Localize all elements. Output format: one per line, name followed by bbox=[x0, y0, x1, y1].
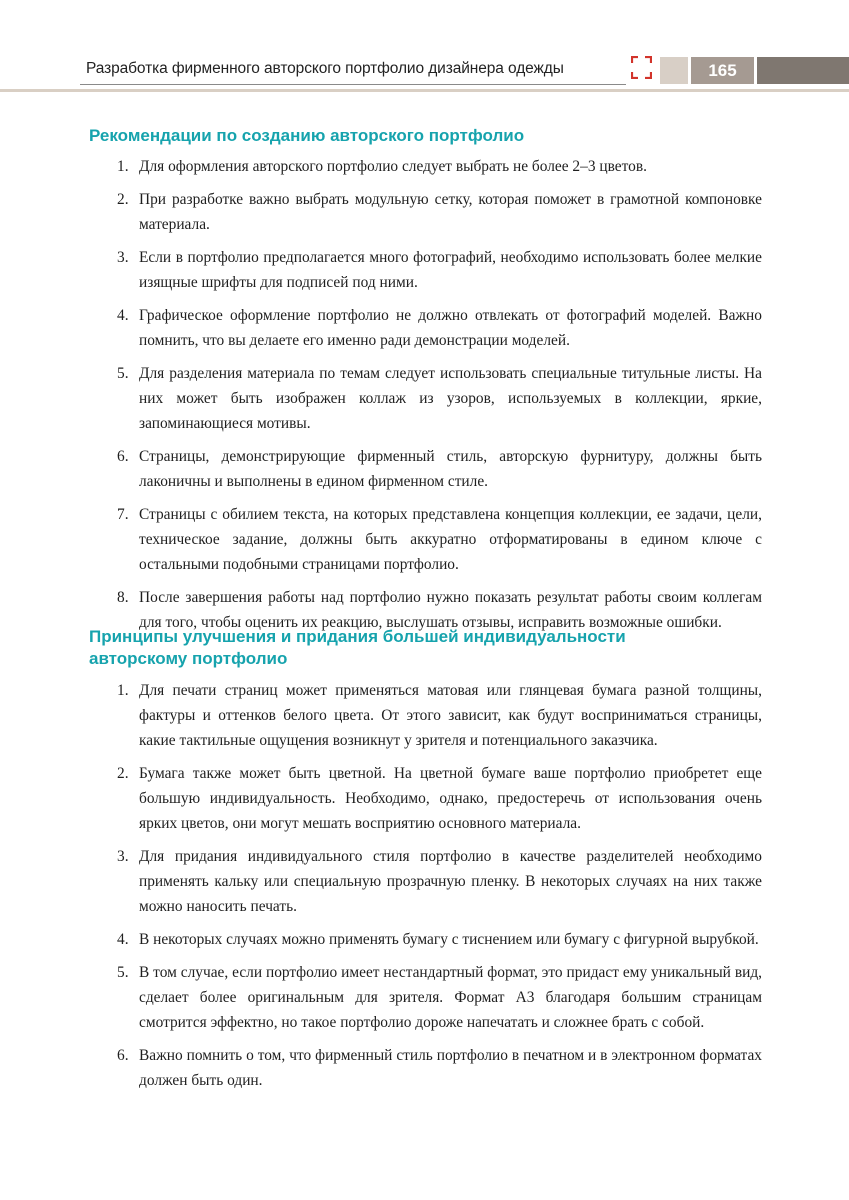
header-bar-dark bbox=[757, 57, 849, 84]
item-number: 5. bbox=[117, 365, 129, 382]
list-item bbox=[117, 678, 762, 753]
corner-marks-icon bbox=[631, 56, 652, 79]
item-number: 1. bbox=[117, 158, 129, 175]
item-number: 3. bbox=[117, 848, 129, 865]
item-number: 6. bbox=[117, 448, 129, 465]
page-header bbox=[0, 0, 849, 100]
item-number: 3. bbox=[117, 249, 129, 266]
header-rule bbox=[80, 84, 626, 85]
section-heading-principles bbox=[89, 626, 626, 670]
item-number: 1. bbox=[117, 682, 129, 699]
item-number: 5. bbox=[117, 964, 129, 981]
item-text: Важно помнить о том, что фирменный стиль портфолио в печатном и в электронном форматах должен быть один. bbox=[139, 1047, 762, 1089]
item-text: В том случае, если портфолио имеет нестандартный формат, это придаст ему уникальный вид, сделает более оригинальным для зрителя. Формат А3 благодаря большим страницам смотрится эффектно, но такое портфолио дороже напечатать и сложнее брать с собой. bbox=[139, 964, 762, 1031]
list-item bbox=[117, 444, 762, 494]
item-number: 2. bbox=[117, 191, 129, 208]
section-heading-recommendations: Рекомендации по созданию авторского портфолио bbox=[89, 126, 525, 145]
section-heading-line: Принципы улучшения и придания большей индивидуальности bbox=[89, 627, 626, 646]
list-item bbox=[117, 960, 762, 1035]
item-text: Для разделения материала по темам следует использовать специальные титульные листы. На них может быть изображен коллаж из узоров, используемых в коллекции, яркие, запоминающиеся мотивы. bbox=[139, 365, 762, 432]
item-text: Бумага также может быть цветной. На цветной бумаге ваше портфолио приобретет еще большую индивидуальность. Необходимо, однако, предостеречь от использования очень ярких цветов, они могут мешать восприятию основного материала. bbox=[139, 765, 762, 832]
item-number: 4. bbox=[117, 307, 129, 324]
list-item bbox=[117, 303, 762, 353]
header-rule-secondary bbox=[0, 89, 849, 92]
item-text: Графическое оформление портфолио не должно отвлекать от фотографий моделей. Важно помнить, что вы делаете его именно ради демонстрации моделей. bbox=[139, 307, 762, 349]
item-text: Для печати страниц может применяться матовая или глянцевая бумага разной толщины, фактуры и оттенков белого цвета. От этого зависит, как будут восприниматься страницы, какие тактильные ощущения возникнут у зрителя и потенциального заказчика. bbox=[139, 682, 762, 749]
item-number: 6. bbox=[117, 1047, 129, 1064]
list-item bbox=[117, 154, 762, 179]
item-text: При разработке важно выбрать модульную сетку, которая поможет в грамотной компоновке материала. bbox=[139, 191, 762, 233]
item-number: 7. bbox=[117, 506, 129, 523]
list-item bbox=[117, 187, 762, 237]
principles-list bbox=[117, 678, 762, 1101]
list-item bbox=[117, 927, 762, 952]
section-heading-line: авторскому портфолио bbox=[89, 649, 288, 668]
list-item bbox=[117, 1043, 762, 1093]
item-number: 4. bbox=[117, 931, 129, 948]
item-number: 8. bbox=[117, 589, 129, 606]
item-text: В некоторых случаях можно применять бумагу с тиснением или бумагу с фигурной вырубкой. bbox=[139, 931, 759, 948]
item-text: Для придания индивидуального стиля портфолио в качестве разделителей необходимо применять кальку или специальную прозрачную пленку. В некоторых случаях на них также можно наносить печать. bbox=[139, 848, 762, 915]
item-number: 2. bbox=[117, 765, 129, 782]
recommendations-list bbox=[117, 154, 762, 643]
item-text: Страницы, демонстрирующие фирменный стиль, авторскую фурнитуру, должны быть лаконичны и выполнены в едином фирменном стиле. bbox=[139, 448, 762, 490]
list-item bbox=[117, 761, 762, 836]
list-item bbox=[117, 502, 762, 577]
item-text: Если в портфолио предполагается много фотографий, необходимо использовать более мелкие изящные шрифты для подписей под ними. bbox=[139, 249, 762, 291]
header-bar-light bbox=[660, 57, 688, 84]
item-text: Страницы с обилием текста, на которых представлена концепция коллекции, ее задачи, цели, техническое задание, должны быть аккуратно отформатированы в едином ключе с остальными подобными страницами портфолио. bbox=[139, 506, 762, 573]
item-text: После завершения работы над портфолио нужно показать результат работы своим коллегам для того, чтобы оценить их реакцию, выслушать отзывы, исправить возможные ошибки. bbox=[139, 589, 762, 631]
list-item bbox=[117, 361, 762, 436]
page-number: 165 bbox=[691, 57, 754, 84]
running-title: Разработка фирменного авторского портфолио дизайнера одежды bbox=[86, 60, 564, 77]
item-text: Для оформления авторского портфолио следует выбрать не более 2–3 цветов. bbox=[139, 158, 647, 175]
list-item bbox=[117, 245, 762, 295]
list-item bbox=[117, 844, 762, 919]
